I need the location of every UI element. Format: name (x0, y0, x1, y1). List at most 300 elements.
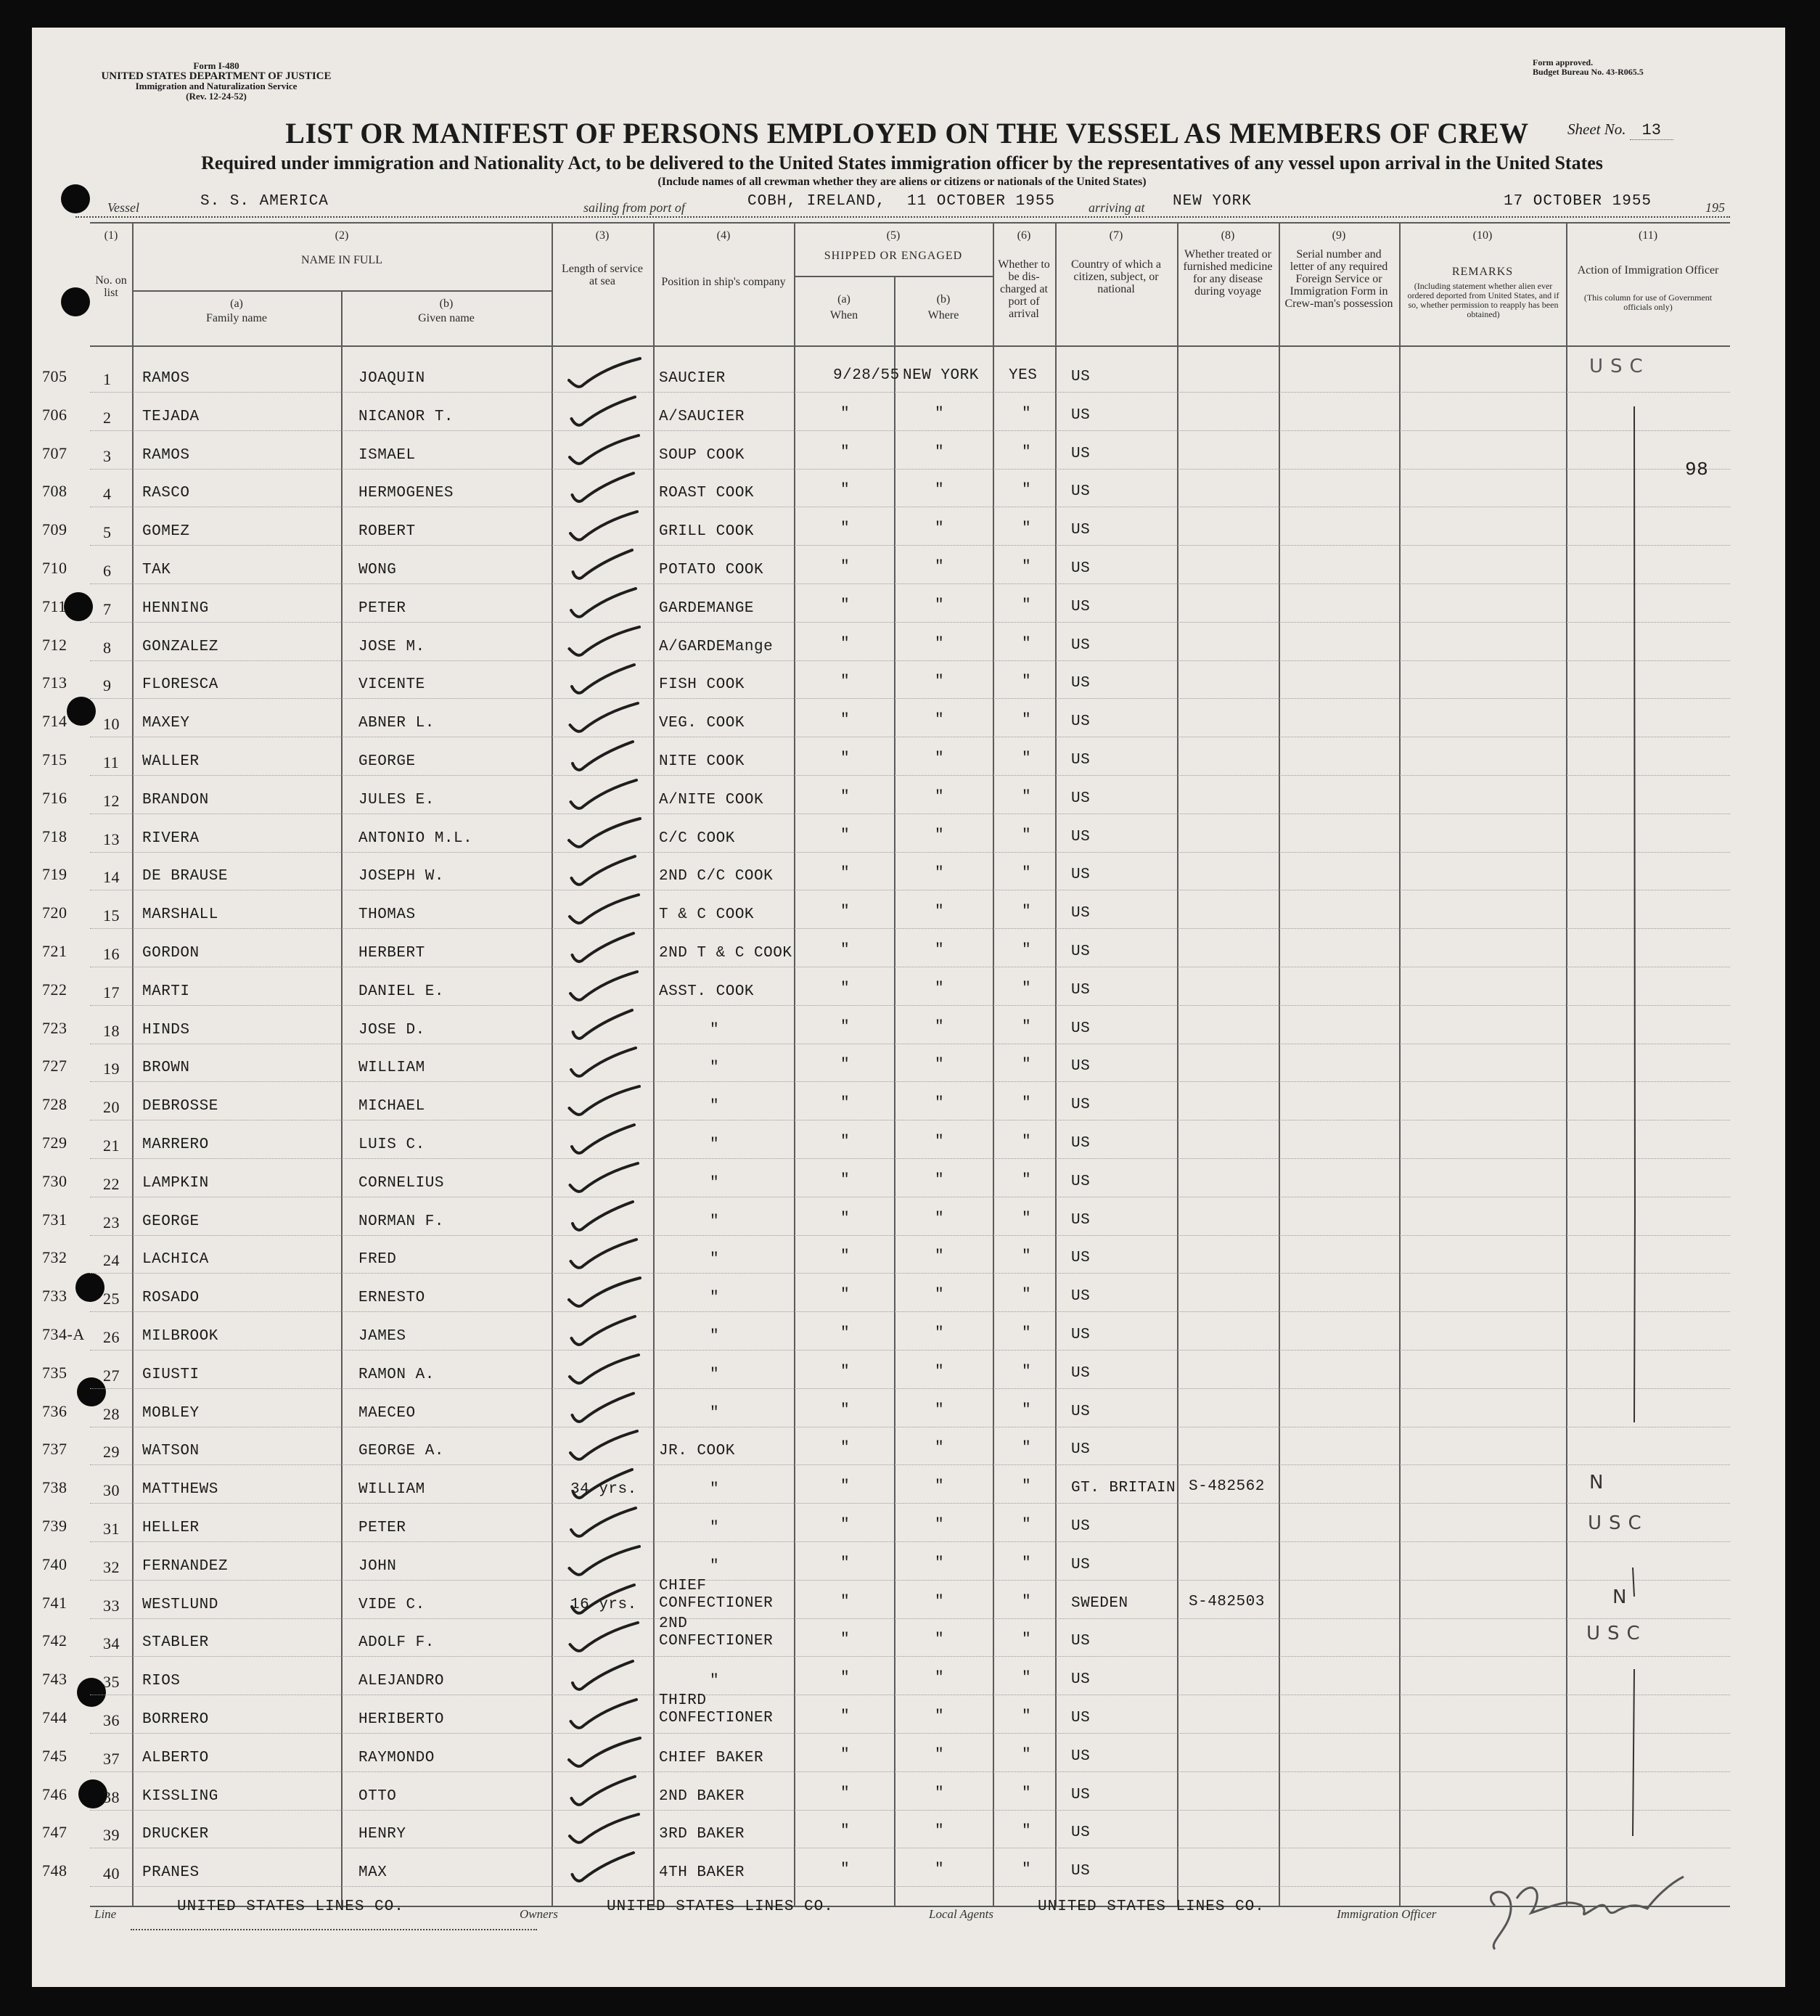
cell-position: JR. COOK (659, 1443, 735, 1460)
cell-family: FLORESCA (142, 676, 218, 694)
service-check-mark (559, 1808, 653, 1852)
cell-discharge: " (1022, 1823, 1032, 1840)
cell-given: JOSE M. (358, 638, 425, 655)
cell-discharge: " (1022, 865, 1032, 882)
row-rule (90, 1311, 1730, 1312)
row-rule (90, 928, 1730, 929)
col4-number: (4) (716, 229, 731, 242)
cell-no: 35 (103, 1673, 120, 1692)
cell-position: " (710, 1213, 720, 1230)
owners-label: Owners (520, 1907, 558, 1921)
service-check-mark (559, 1234, 653, 1277)
service-check-mark (559, 353, 653, 396)
cell-no: 10 (103, 715, 120, 734)
cell-given: NICANOR T. (358, 408, 454, 425)
cell-where: " (935, 1210, 945, 1227)
service-check-mark (559, 774, 653, 818)
cell-given: ANTONIO M.L. (358, 829, 473, 847)
cell-discharge: " (1022, 1554, 1032, 1572)
cell-country: US (1071, 1671, 1091, 1689)
cell-position: " (710, 1060, 720, 1077)
cell-no: 37 (103, 1749, 120, 1768)
cell-given: PETER (358, 1520, 406, 1536)
cell-family: GOMEZ (142, 523, 190, 541)
cell-family: FERNANDEZ (142, 1557, 228, 1575)
cell-position: POTATO COOK (659, 562, 764, 578)
cell-position: " (710, 1328, 720, 1345)
cell-country: US (1071, 943, 1091, 960)
cell-given: MICHAEL (358, 1098, 425, 1115)
cell-no: 19 (103, 1060, 120, 1078)
cell-form: S-482562 (1189, 1478, 1265, 1496)
service-check-mark (559, 1388, 653, 1431)
cell-no: 27 (103, 1366, 120, 1385)
cell-when: " (840, 482, 850, 499)
cell-where: " (935, 1670, 945, 1687)
cell-where: NEW YORK (903, 367, 979, 384)
cell-where: " (935, 712, 945, 729)
cell-where: " (935, 1018, 945, 1036)
service-check-mark (559, 583, 653, 626)
cell-when: " (840, 559, 850, 575)
cell-family: DE BRAUSE (142, 868, 228, 885)
officer-mark: USC (1589, 356, 1650, 377)
service-check-mark (559, 1464, 653, 1507)
page-title: LIST OR MANIFEST OF PERSONS EMPLOYED ON THE VESSEL AS MEMBERS OF CREW (285, 117, 1529, 149)
cell-given: VICENTE (358, 676, 425, 694)
service-check-mark (559, 966, 653, 1009)
cell-no: 14 (103, 868, 120, 887)
service-check-mark (559, 1004, 653, 1048)
cell-when: " (840, 1823, 850, 1840)
cell-no: 15 (103, 906, 120, 925)
col5-header: SHIPPED OR ENGAGED (824, 250, 963, 262)
column-divider (894, 276, 895, 1906)
col8-header: Whether treated or furnished medicine for any disease during voyage (1183, 248, 1273, 298)
cell-family: RAMOS (142, 446, 190, 464)
cell-discharge: " (1022, 1057, 1032, 1074)
service-check-mark (559, 697, 653, 741)
cell-country: US (1071, 713, 1091, 731)
cell-ref: 732 (42, 1248, 67, 1267)
cell-country: US (1071, 1633, 1091, 1650)
cell-position: " (710, 1174, 720, 1192)
cell-discharge: " (1022, 1095, 1032, 1113)
column-divider (341, 290, 343, 1906)
cell-where: " (935, 482, 945, 499)
cell-position: C/C COOK (659, 829, 735, 847)
row-rule (90, 583, 1730, 584)
approval-line: Form approved. (1533, 57, 1594, 67)
cell-family: MATTHEWS (142, 1481, 218, 1499)
cell-country: US (1071, 598, 1091, 615)
cell-given: ADOLF F. (358, 1634, 435, 1652)
cell-discharge: " (1022, 1287, 1032, 1304)
cell-when: " (840, 827, 850, 844)
cell-when: " (840, 1554, 850, 1572)
cell-discharge: " (1022, 712, 1032, 729)
cell-where: " (935, 1554, 945, 1572)
row-rule (90, 1503, 1730, 1504)
service-check-mark (559, 430, 653, 473)
cell-country: US (1071, 406, 1091, 424)
cell-when: " (840, 903, 850, 921)
cell-ref: 711 (42, 597, 67, 615)
cell-discharge: " (1022, 1363, 1032, 1380)
cell-position: 2ND T & C COOK (659, 945, 792, 962)
cell-given: HENRY (358, 1826, 406, 1843)
cell-where: " (935, 1478, 945, 1496)
col7-number: (7) (1109, 229, 1123, 242)
cell-position: THIRD CONFECTIONER (659, 1692, 774, 1726)
cell-position: " (710, 1520, 720, 1536)
cell-position: SAUCIER (659, 370, 726, 387)
cell-discharge: " (1022, 635, 1032, 652)
cell-when: 9/28/55 (833, 367, 900, 384)
col3-header: Length of service at sea (562, 263, 643, 287)
cell-where: " (935, 1057, 945, 1074)
cell-country: US (1071, 790, 1091, 807)
cell-family: LAMPKIN (142, 1174, 209, 1192)
cell-where: " (935, 635, 945, 652)
cell-ref: 716 (42, 788, 67, 807)
cell-family: GIUSTI (142, 1366, 200, 1383)
cell-discharge: " (1022, 788, 1032, 806)
sheet-number: 13 (1630, 121, 1673, 140)
col5b-header: Where (927, 309, 959, 321)
col6-number: (6) (1017, 229, 1031, 242)
cell-ref: 734-A (42, 1325, 85, 1343)
cell-discharge: " (1022, 1631, 1032, 1649)
service-check-mark (559, 736, 653, 779)
cell-discharge: YES (1009, 367, 1038, 384)
cell-country: US (1071, 1441, 1091, 1459)
cell-no: 22 (103, 1174, 120, 1193)
cell-country: US (1071, 1211, 1091, 1229)
cell-family: ALBERTO (142, 1749, 209, 1766)
cell-given: JOSE D. (358, 1021, 425, 1038)
cell-family: BRANDON (142, 791, 209, 808)
cell-no: 40 (103, 1864, 120, 1883)
cell-family: RIVERA (142, 829, 200, 847)
cell-country: US (1071, 1364, 1091, 1382)
cell-position: A/GARDEMange (659, 638, 774, 655)
cell-when: " (840, 1670, 850, 1687)
service-check-mark (559, 467, 653, 511)
cell-when: " (840, 1478, 850, 1496)
row-rule (90, 1158, 1730, 1159)
cell-ref: 730 (42, 1171, 67, 1190)
service-check-mark (559, 1617, 653, 1660)
col2b-header: Given name (418, 312, 475, 324)
cell-family: KISSLING (142, 1787, 218, 1805)
cell-discharge: " (1022, 443, 1032, 461)
cell-when: " (840, 1708, 850, 1725)
cell-given: JOSEPH W. (358, 868, 444, 885)
cell-no: 39 (103, 1826, 120, 1845)
header-bottom-rule (90, 345, 1730, 347)
cell-no: 13 (103, 829, 120, 848)
col10-subheader: (Including statement whether alien ever ordered deported from United States, and if so, whether permission to reapply has been obtained) (1407, 281, 1559, 319)
cell-discharge: " (1022, 827, 1032, 844)
cell-country: US (1071, 1058, 1091, 1075)
cell-family: RAMOS (142, 370, 190, 387)
service-check-mark (559, 544, 653, 588)
column-divider (1177, 222, 1179, 1906)
arrival-date: 17 OCTOBER 1955 (1504, 193, 1652, 210)
cell-family: RIOS (142, 1673, 181, 1690)
cell-no: 33 (103, 1596, 120, 1615)
cell-country: US (1071, 1020, 1091, 1037)
cell-when: " (840, 942, 850, 959)
cell-discharge: " (1022, 1708, 1032, 1725)
cell-family: WATSON (142, 1443, 200, 1460)
cell-discharge: " (1022, 1785, 1032, 1802)
agents-label: Local Agents (929, 1907, 993, 1921)
punch-hole (77, 1377, 106, 1406)
cell-when: " (840, 1746, 850, 1763)
cell-family: WESTLUND (142, 1596, 218, 1613)
col2a-number: (a) (230, 298, 243, 310)
col3-number: (3) (595, 229, 610, 242)
cell-position: " (710, 1251, 720, 1269)
cell-position: NITE COOK (659, 753, 745, 770)
cell-family: MARTI (142, 983, 190, 1000)
cell-ref: 719 (42, 865, 67, 884)
cell-family: MILBROOK (142, 1328, 218, 1345)
cell-ref: 733 (42, 1287, 67, 1306)
cell-ref: 735 (42, 1363, 67, 1382)
row-rule (90, 430, 1730, 431)
cell-position: " (710, 1366, 720, 1383)
row-rule (90, 775, 1730, 776)
cell-when: " (840, 1210, 850, 1227)
cell-discharge: " (1022, 750, 1032, 767)
column-divider (552, 222, 553, 1906)
cell-position: " (710, 1557, 720, 1575)
cell-family: DRUCKER (142, 1826, 209, 1843)
row-rule (90, 1656, 1730, 1657)
instruction-note: (Include names of all crewman whether they are aliens or citizens or nationals of the United States) (657, 176, 1147, 188)
cell-no: 24 (103, 1251, 120, 1270)
cell-where: " (935, 673, 945, 691)
cell-family: MARRERO (142, 1136, 209, 1153)
row-rule (90, 545, 1730, 546)
cell-when: " (840, 1134, 850, 1150)
cell-country: US (1071, 1824, 1091, 1842)
cell-no: 9 (103, 676, 112, 695)
margin-number: 98 (1685, 459, 1709, 480)
cell-when: " (840, 1440, 850, 1457)
cell-family: MAXEY (142, 715, 190, 732)
cell-given: RAYMONDO (358, 1749, 435, 1766)
punch-hole (77, 1678, 106, 1707)
cell-no: 23 (103, 1213, 120, 1232)
service-check-mark (559, 1425, 653, 1469)
row-rule (90, 392, 1730, 393)
cell-country: US (1071, 1556, 1091, 1573)
cell-family: BORRERO (142, 1711, 209, 1728)
cell-position: 4TH BAKER (659, 1864, 745, 1882)
department-name: UNITED STATES DEPARTMENT OF JUSTICE (101, 70, 332, 82)
cell-ref: 739 (42, 1517, 67, 1535)
service-check-mark (559, 1541, 653, 1584)
service-check-mark (559, 1847, 653, 1890)
col11-number: (11) (1638, 229, 1658, 242)
budget-bureau-line: Budget Bureau No. 43-R065.5 (1533, 67, 1644, 77)
cell-no: 18 (103, 1021, 120, 1040)
cell-ref: 737 (42, 1440, 67, 1459)
cell-country: US (1071, 675, 1091, 692)
cell-when: " (840, 1287, 850, 1304)
cell-no: 30 (103, 1481, 120, 1500)
cell-ref: 715 (42, 750, 67, 769)
service-check-mark (559, 506, 653, 549)
row-rule (90, 1235, 1730, 1236)
service-check-mark (559, 813, 653, 856)
cell-position: FISH COOK (659, 676, 745, 694)
officer-vertical-line (1633, 1568, 1634, 1597)
cell-ref: 705 (42, 367, 67, 385)
cell-country: US (1071, 1518, 1091, 1535)
service-check-mark (559, 851, 653, 894)
row-rule (90, 1771, 1730, 1772)
cell-where: " (935, 1287, 945, 1304)
cell-position: CHIEF BAKER (659, 1749, 764, 1766)
cell-ref: 721 (42, 942, 67, 960)
cell-discharge: " (1022, 1517, 1032, 1533)
service-check-mark (559, 1081, 653, 1124)
cell-no: 20 (103, 1098, 120, 1117)
cell-where: " (935, 1708, 945, 1725)
departure-port: COBH, IRELAND, (747, 193, 886, 210)
cell-position: " (710, 1290, 720, 1307)
column-divider (1055, 222, 1057, 1906)
year-suffix: 195 (1705, 200, 1725, 215)
owners-value: UNITED STATES LINES CO. (607, 1898, 834, 1915)
cell-family: LACHICA (142, 1251, 209, 1269)
col5a-header: When (829, 309, 858, 321)
arrival-port: NEW YORK (1173, 193, 1252, 210)
cell-given: ALEJANDRO (358, 1673, 444, 1690)
column-divider (1399, 222, 1401, 1906)
cell-no: 34 (103, 1634, 120, 1653)
cell-country: US (1071, 1173, 1091, 1190)
column-divider (653, 222, 655, 1906)
cell-ref: 718 (42, 827, 67, 845)
cell-given: WILLIAM (358, 1060, 425, 1077)
cell-ref: 740 (42, 1554, 67, 1573)
cell-family: WALLER (142, 753, 200, 770)
cell-discharge: " (1022, 1593, 1032, 1610)
cell-position: GARDEMANGE (659, 599, 755, 617)
cell-position: " (710, 1098, 720, 1115)
cell-where: " (935, 1134, 945, 1150)
cell-where: " (935, 1861, 945, 1879)
cell-country: US (1071, 445, 1091, 462)
cell-no: 7 (103, 599, 112, 618)
cell-given: OTTO (358, 1787, 397, 1805)
cell-position: ASST. COOK (659, 983, 755, 1000)
cell-where: " (935, 1171, 945, 1189)
cell-given: JOAQUIN (358, 370, 425, 387)
col6-header: Whether to be dis-charged at port of arrival (998, 258, 1050, 320)
col2a-header: Family name (206, 312, 267, 324)
service-check-mark (559, 1694, 653, 1737)
punch-hole (75, 1273, 104, 1302)
cell-given: MAECEO (358, 1404, 416, 1422)
arriving-label: arriving at (1089, 200, 1145, 215)
cell-ref: 713 (42, 673, 67, 692)
service-check-mark (559, 1272, 653, 1316)
column-divider (132, 222, 134, 1906)
cell-when: " (840, 443, 850, 461)
sailing-label: sailing from port of (583, 200, 685, 215)
cell-ref: 706 (42, 405, 67, 424)
cell-family: MARSHALL (142, 906, 218, 924)
cell-given: JULES E. (358, 791, 435, 808)
cell-given: GEORGE A. (358, 1443, 444, 1460)
col1-header: No. on list (95, 274, 127, 299)
col11-subheader: (This column for use of Government officials only) (1583, 292, 1713, 312)
cell-country: US (1071, 752, 1091, 769)
cell-country: US (1071, 1288, 1091, 1306)
cell-when: " (840, 673, 850, 691)
cell-position: SOUP COOK (659, 446, 745, 464)
agents-value: UNITED STATES LINES CO. (1038, 1898, 1265, 1915)
vessel-name: S. S. AMERICA (200, 193, 329, 210)
cell-no: 8 (103, 638, 112, 657)
cell-family: HINDS (142, 1021, 190, 1038)
cell-discharge: " (1022, 1670, 1032, 1687)
cell-no: 36 (103, 1711, 120, 1729)
cell-family: MOBLEY (142, 1404, 200, 1422)
cell-ref: 728 (42, 1095, 67, 1114)
line-value: UNITED STATES LINES CO. (177, 1898, 404, 1915)
cell-discharge: " (1022, 1746, 1032, 1763)
cell-family: ROSADO (142, 1290, 200, 1307)
officer-mark: N (1612, 1586, 1627, 1608)
service-check-mark (559, 391, 653, 435)
row-rule (90, 1618, 1730, 1619)
cell-ref: 723 (42, 1018, 67, 1037)
cell-given: HERIBERTO (358, 1711, 444, 1728)
col5a-number: (a) (837, 293, 850, 306)
cell-discharge: " (1022, 903, 1032, 921)
cell-where: " (935, 1363, 945, 1380)
service-check-mark (559, 1349, 653, 1393)
service-check-mark (559, 621, 653, 665)
cell-given: ABNER L. (358, 715, 435, 732)
cell-when: " (840, 980, 850, 997)
cell-country: US (1071, 1097, 1091, 1114)
officer-vertical-line (1634, 406, 1636, 1422)
cell-position: " (710, 1481, 720, 1499)
cell-when: " (840, 597, 850, 614)
form-approval (1533, 58, 1721, 77)
col5-number: (5) (886, 229, 901, 242)
cell-ref: 708 (42, 482, 67, 501)
cell-where: " (935, 980, 945, 997)
cell-discharge: " (1022, 673, 1032, 691)
cell-where: " (935, 559, 945, 575)
service-check-mark (559, 1196, 653, 1239)
cell-position: CHIEF CONFECTIONER (659, 1577, 774, 1612)
service-check-mark (559, 1311, 653, 1354)
cell-ref: 746 (42, 1785, 67, 1803)
cell-when: " (840, 865, 850, 882)
cell-when: " (840, 1401, 850, 1419)
